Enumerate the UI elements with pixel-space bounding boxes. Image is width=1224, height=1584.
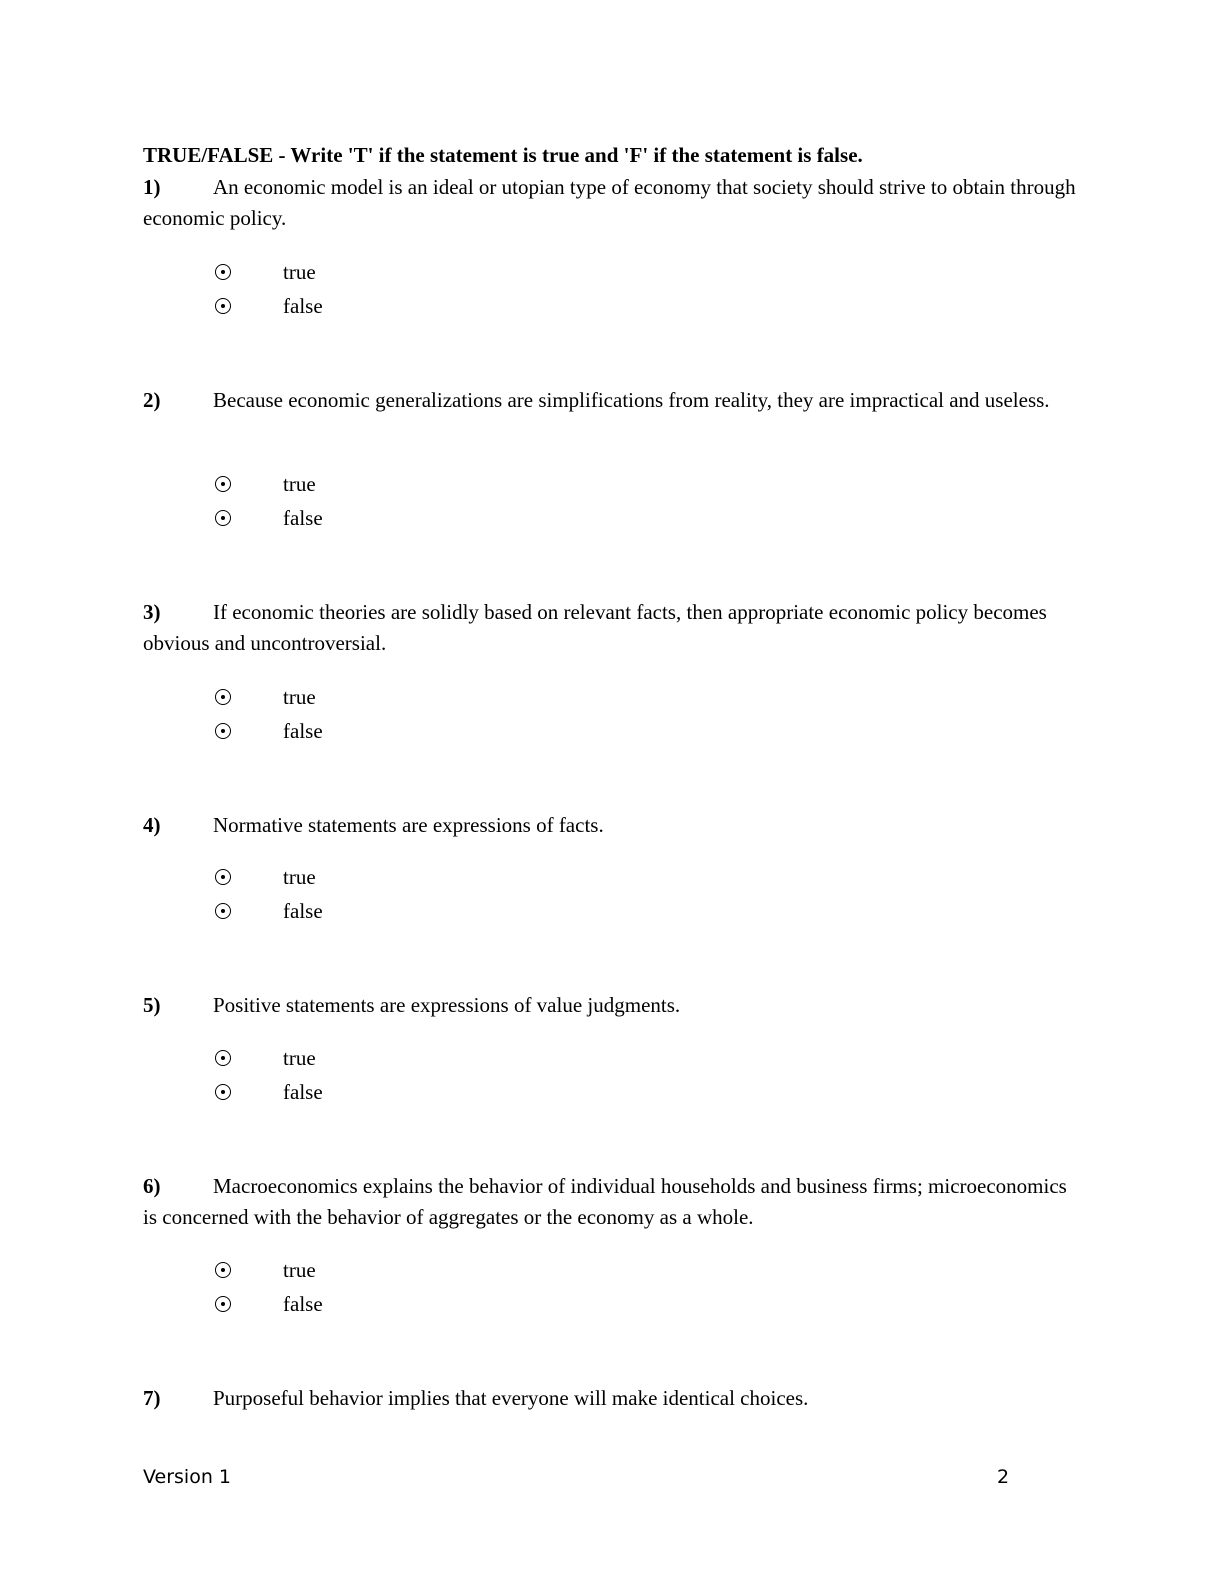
question-4 xyxy=(143,810,1083,841)
question-3 xyxy=(143,597,1083,659)
option-label: false xyxy=(283,898,323,923)
radio-button-icon[interactable] xyxy=(215,264,231,280)
question-7 xyxy=(143,1383,1083,1414)
option-false[interactable] xyxy=(215,894,323,928)
question-number: 2) xyxy=(143,388,161,412)
footer-version: Version 1 xyxy=(143,1466,231,1488)
option-label: false xyxy=(283,505,323,530)
option-false[interactable] xyxy=(215,501,323,535)
question-5-options xyxy=(215,1041,323,1109)
option-label: false xyxy=(283,1291,323,1316)
radio-button-icon[interactable] xyxy=(215,1050,231,1066)
question-2 xyxy=(143,385,1083,416)
radio-button-icon[interactable] xyxy=(215,689,231,705)
question-text: Normative statements are expressions of facts. xyxy=(213,813,604,837)
question-number: 3) xyxy=(143,600,161,624)
option-label: false xyxy=(283,718,323,743)
option-label: true xyxy=(283,684,316,709)
radio-button-icon[interactable] xyxy=(215,1262,231,1278)
option-label: false xyxy=(283,1079,323,1104)
option-label: true xyxy=(283,471,316,496)
option-true[interactable] xyxy=(215,1253,323,1287)
question-5 xyxy=(143,990,1083,1021)
question-number: 4) xyxy=(143,813,161,837)
option-false[interactable] xyxy=(215,1075,323,1109)
option-true[interactable] xyxy=(215,860,323,894)
option-true[interactable] xyxy=(215,255,323,289)
radio-button-icon[interactable] xyxy=(215,903,231,919)
question-1-options xyxy=(215,255,323,323)
question-text: If economic theories are solidly based on relevant facts, then appropriate economic policy becomes obvious and uncontroversial. xyxy=(143,600,1047,655)
radio-button-icon[interactable] xyxy=(215,869,231,885)
question-text: An economic model is an ideal or utopian type of economy that society should strive to obtain through economic policy. xyxy=(143,175,1076,230)
footer-page-number: 2 xyxy=(997,1466,1010,1488)
option-false[interactable] xyxy=(215,289,323,323)
option-true[interactable] xyxy=(215,467,323,501)
question-text: Positive statements are expressions of value judgments. xyxy=(213,993,681,1017)
question-number: 5) xyxy=(143,993,161,1017)
option-label: true xyxy=(283,1257,316,1282)
radio-button-icon[interactable] xyxy=(215,1084,231,1100)
option-label: false xyxy=(283,293,323,318)
question-4-options xyxy=(215,860,323,928)
radio-button-icon[interactable] xyxy=(215,723,231,739)
radio-button-icon[interactable] xyxy=(215,476,231,492)
radio-button-icon[interactable] xyxy=(215,510,231,526)
option-label: true xyxy=(283,864,316,889)
section-instructions: TRUE/FALSE - Write 'T' if the statement is true and 'F' if the statement is false. xyxy=(143,143,863,167)
option-false[interactable] xyxy=(215,714,323,748)
option-true[interactable] xyxy=(215,680,323,714)
question-text: Purposeful behavior implies that everyone will make identical choices. xyxy=(213,1386,809,1410)
radio-button-icon[interactable] xyxy=(215,298,231,314)
option-false[interactable] xyxy=(215,1287,323,1321)
question-6 xyxy=(143,1171,1083,1233)
radio-button-icon[interactable] xyxy=(215,1296,231,1312)
question-1 xyxy=(143,172,1083,234)
question-number: 1) xyxy=(143,175,161,199)
question-number: 6) xyxy=(143,1174,161,1198)
option-true[interactable] xyxy=(215,1041,323,1075)
question-text: Because economic generalizations are simplifications from reality, they are impractical and useless. xyxy=(213,388,1050,412)
question-2-options xyxy=(215,467,323,535)
question-text: Macroeconomics explains the behavior of individual households and business firms; microeconomics is concerned with the behavior of aggregates or the economy as a whole. xyxy=(143,1174,1067,1229)
question-6-options xyxy=(215,1253,323,1321)
question-3-options xyxy=(215,680,323,748)
option-label: true xyxy=(283,1045,316,1070)
option-label: true xyxy=(283,259,316,284)
question-number: 7) xyxy=(143,1386,161,1410)
